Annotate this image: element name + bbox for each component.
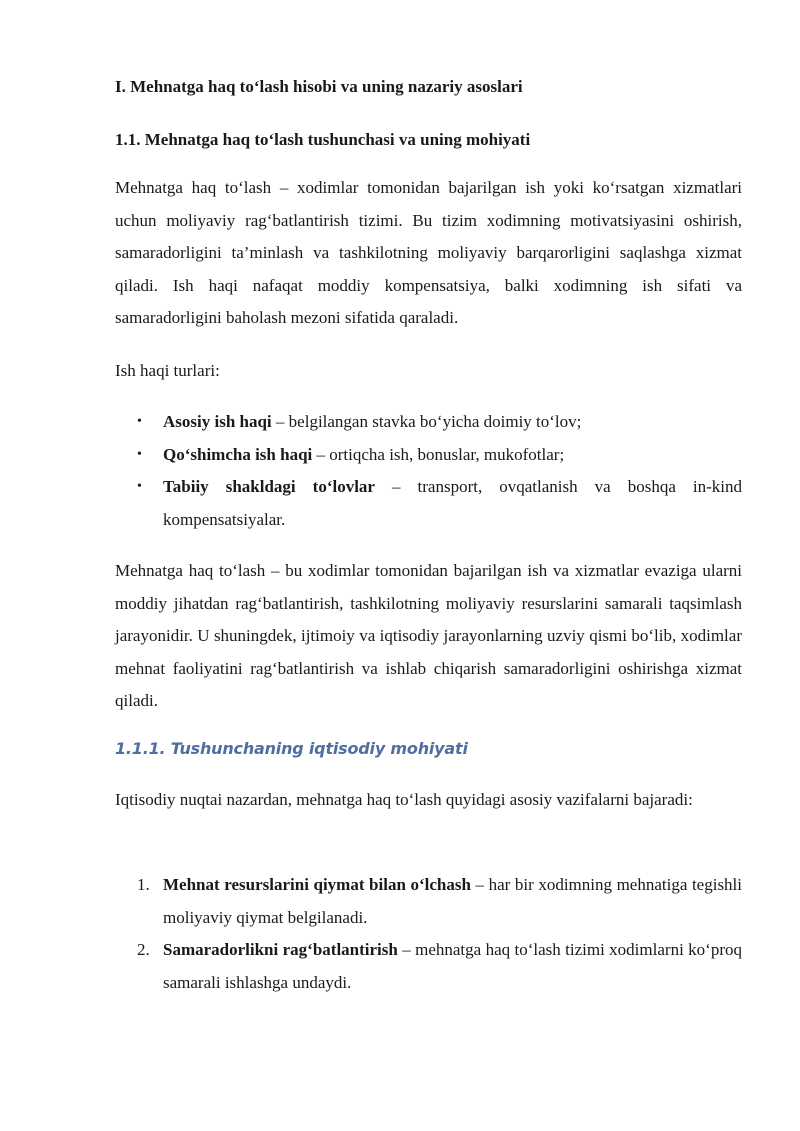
subsection-heading: 1.1. Mehnatga haq to‘lash tushunchasi va uning mohiyati bbox=[115, 130, 531, 149]
list-item bbox=[115, 471, 742, 536]
salary-types-list bbox=[115, 406, 742, 536]
list-item-term: Mehnat resurslarini qiymat bilan o‘lchash bbox=[163, 875, 471, 894]
paragraph-functions-intro: Iqtisodiy nuqtai nazardan, mehnatga haq to‘lash quyidagi asosiy vazifalarni bajaradi: bbox=[115, 790, 693, 809]
bullet-marker: • bbox=[137, 414, 142, 429]
list-item-text: – mehnatga haq to‘lash tizimi xodimlarni ko‘proq samarali ishlashga undaydi. bbox=[163, 940, 742, 992]
list-item-term: Qo‘shimcha ish haqi bbox=[163, 444, 313, 464]
bullet-marker: • bbox=[137, 479, 142, 495]
number-marker: 2. bbox=[137, 940, 150, 960]
list-item-text: – ortiqcha ish, bonuslar, mukofotlar; bbox=[312, 444, 565, 464]
number-marker: 1. bbox=[137, 875, 150, 894]
paragraph-definition: Mehnatga haq to‘lash – xodimlar tomonidan bajarilgan ish yoki ko‘rsatgan xizmatlari uchun moliyaviy rag‘batlantirish tizimi. Bu tizim xodimning motivatsiyasini oshirish, samaradorligini ta’minlash va tashkilotning moliyaviy barqarorligini saqlashga xizmat qiladi. Ish haqi nafaqat moddiy kompensatsiya, balki xodimning ish sifati va samaradorligini baholash mezoni sifatida qaraladi. bbox=[115, 178, 742, 328]
list-item-term: Asosiy ish haqi bbox=[163, 412, 272, 431]
list-item bbox=[115, 934, 742, 999]
list-item-text: – transport, ovqatlanish va boshqa in-kind kompensatsiyalar. bbox=[163, 477, 743, 529]
list-item-term: Samaradorlikni rag‘batlantirish bbox=[163, 940, 398, 960]
paragraph-process: Mehnatga haq to‘lash – bu xodimlar tomonidan bajarilgan ish va xizmatlar evaziga ularni moddiy jihatdan rag‘batlantirish, tashkilotning moliyaviy resurslarini samarali taqsimlash jarayonidir. U shuningdek, ijtimoiy va iqtisodiy jarayonlarning uzviy qismi bo‘lib, xodimlar mehnat faoliyatini rag‘batlantirish va ishlab chiqarish samaradorligini oshirishga xizmat qiladi. bbox=[115, 561, 742, 711]
list-item bbox=[115, 406, 742, 439]
list-item bbox=[115, 869, 742, 934]
section-heading: I. Mehnatga haq to‘lash hisobi va uning nazariy asoslari bbox=[115, 77, 523, 96]
subsubsection-heading: 1.1.1. Tushunchaning iqtisodiy mohiyati bbox=[115, 739, 468, 758]
functions-list bbox=[115, 869, 742, 999]
list-item-term: Tabiiy shakldagi to‘lovlar bbox=[163, 477, 375, 497]
list-item bbox=[115, 439, 742, 472]
list-item-text: – har bir xodimning mehnatiga tegishli moliyaviy qiymat belgilanadi. bbox=[163, 875, 743, 927]
paragraph-salary-types-intro: Ish haqi turlari: bbox=[115, 361, 220, 380]
list-item-text: – belgilangan stavka bo‘yicha doimiy to‘lov; bbox=[271, 412, 582, 431]
bullet-marker: • bbox=[137, 446, 142, 462]
